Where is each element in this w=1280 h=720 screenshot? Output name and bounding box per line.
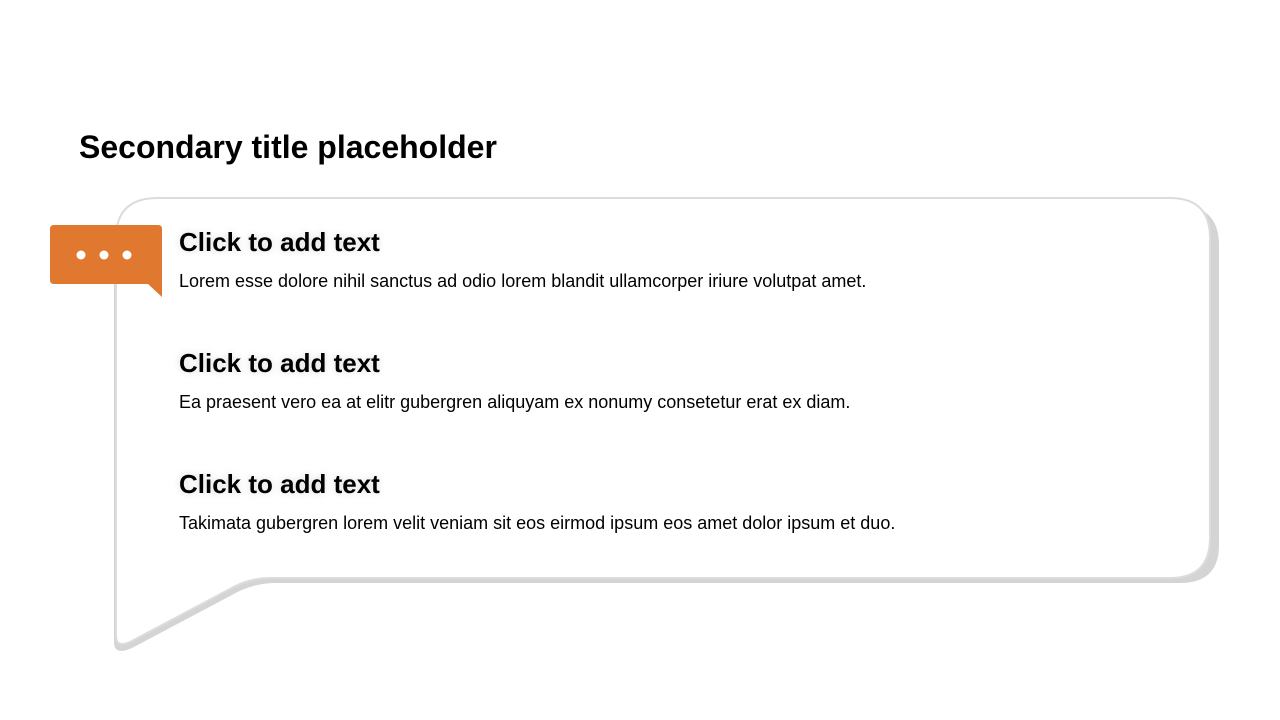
text-item <box>179 222 1179 343</box>
slide-title: Secondary title placeholder <box>79 129 497 165</box>
item-heading-placeholder[interactable]: Click to add text <box>179 227 380 257</box>
item-heading-placeholder[interactable]: Click to add text <box>179 469 380 499</box>
text-items-list <box>179 222 1179 585</box>
ellipsis-dot <box>77 251 86 260</box>
ellipsis-dot <box>100 251 109 260</box>
item-body-text[interactable]: Takimata gubergren lorem velit veniam sit eos eirmod ipsum eos amet dolor ipsum et duo. <box>179 513 896 533</box>
ellipsis-dot <box>123 251 132 260</box>
text-item <box>179 464 1179 585</box>
text-item <box>179 343 1179 464</box>
item-heading-placeholder[interactable]: Click to add text <box>179 348 380 378</box>
item-body-text[interactable]: Ea praesent vero ea at elitr gubergren aliquyam ex nonumy consetetur erat ex diam. <box>179 392 851 412</box>
chat-ellipsis-icon <box>50 225 162 297</box>
chat-badge-shape <box>50 225 162 297</box>
item-body-text[interactable]: Lorem esse dolore nihil sanctus ad odio lorem blandit ullamcorper iriure volutpat amet. <box>179 271 867 291</box>
